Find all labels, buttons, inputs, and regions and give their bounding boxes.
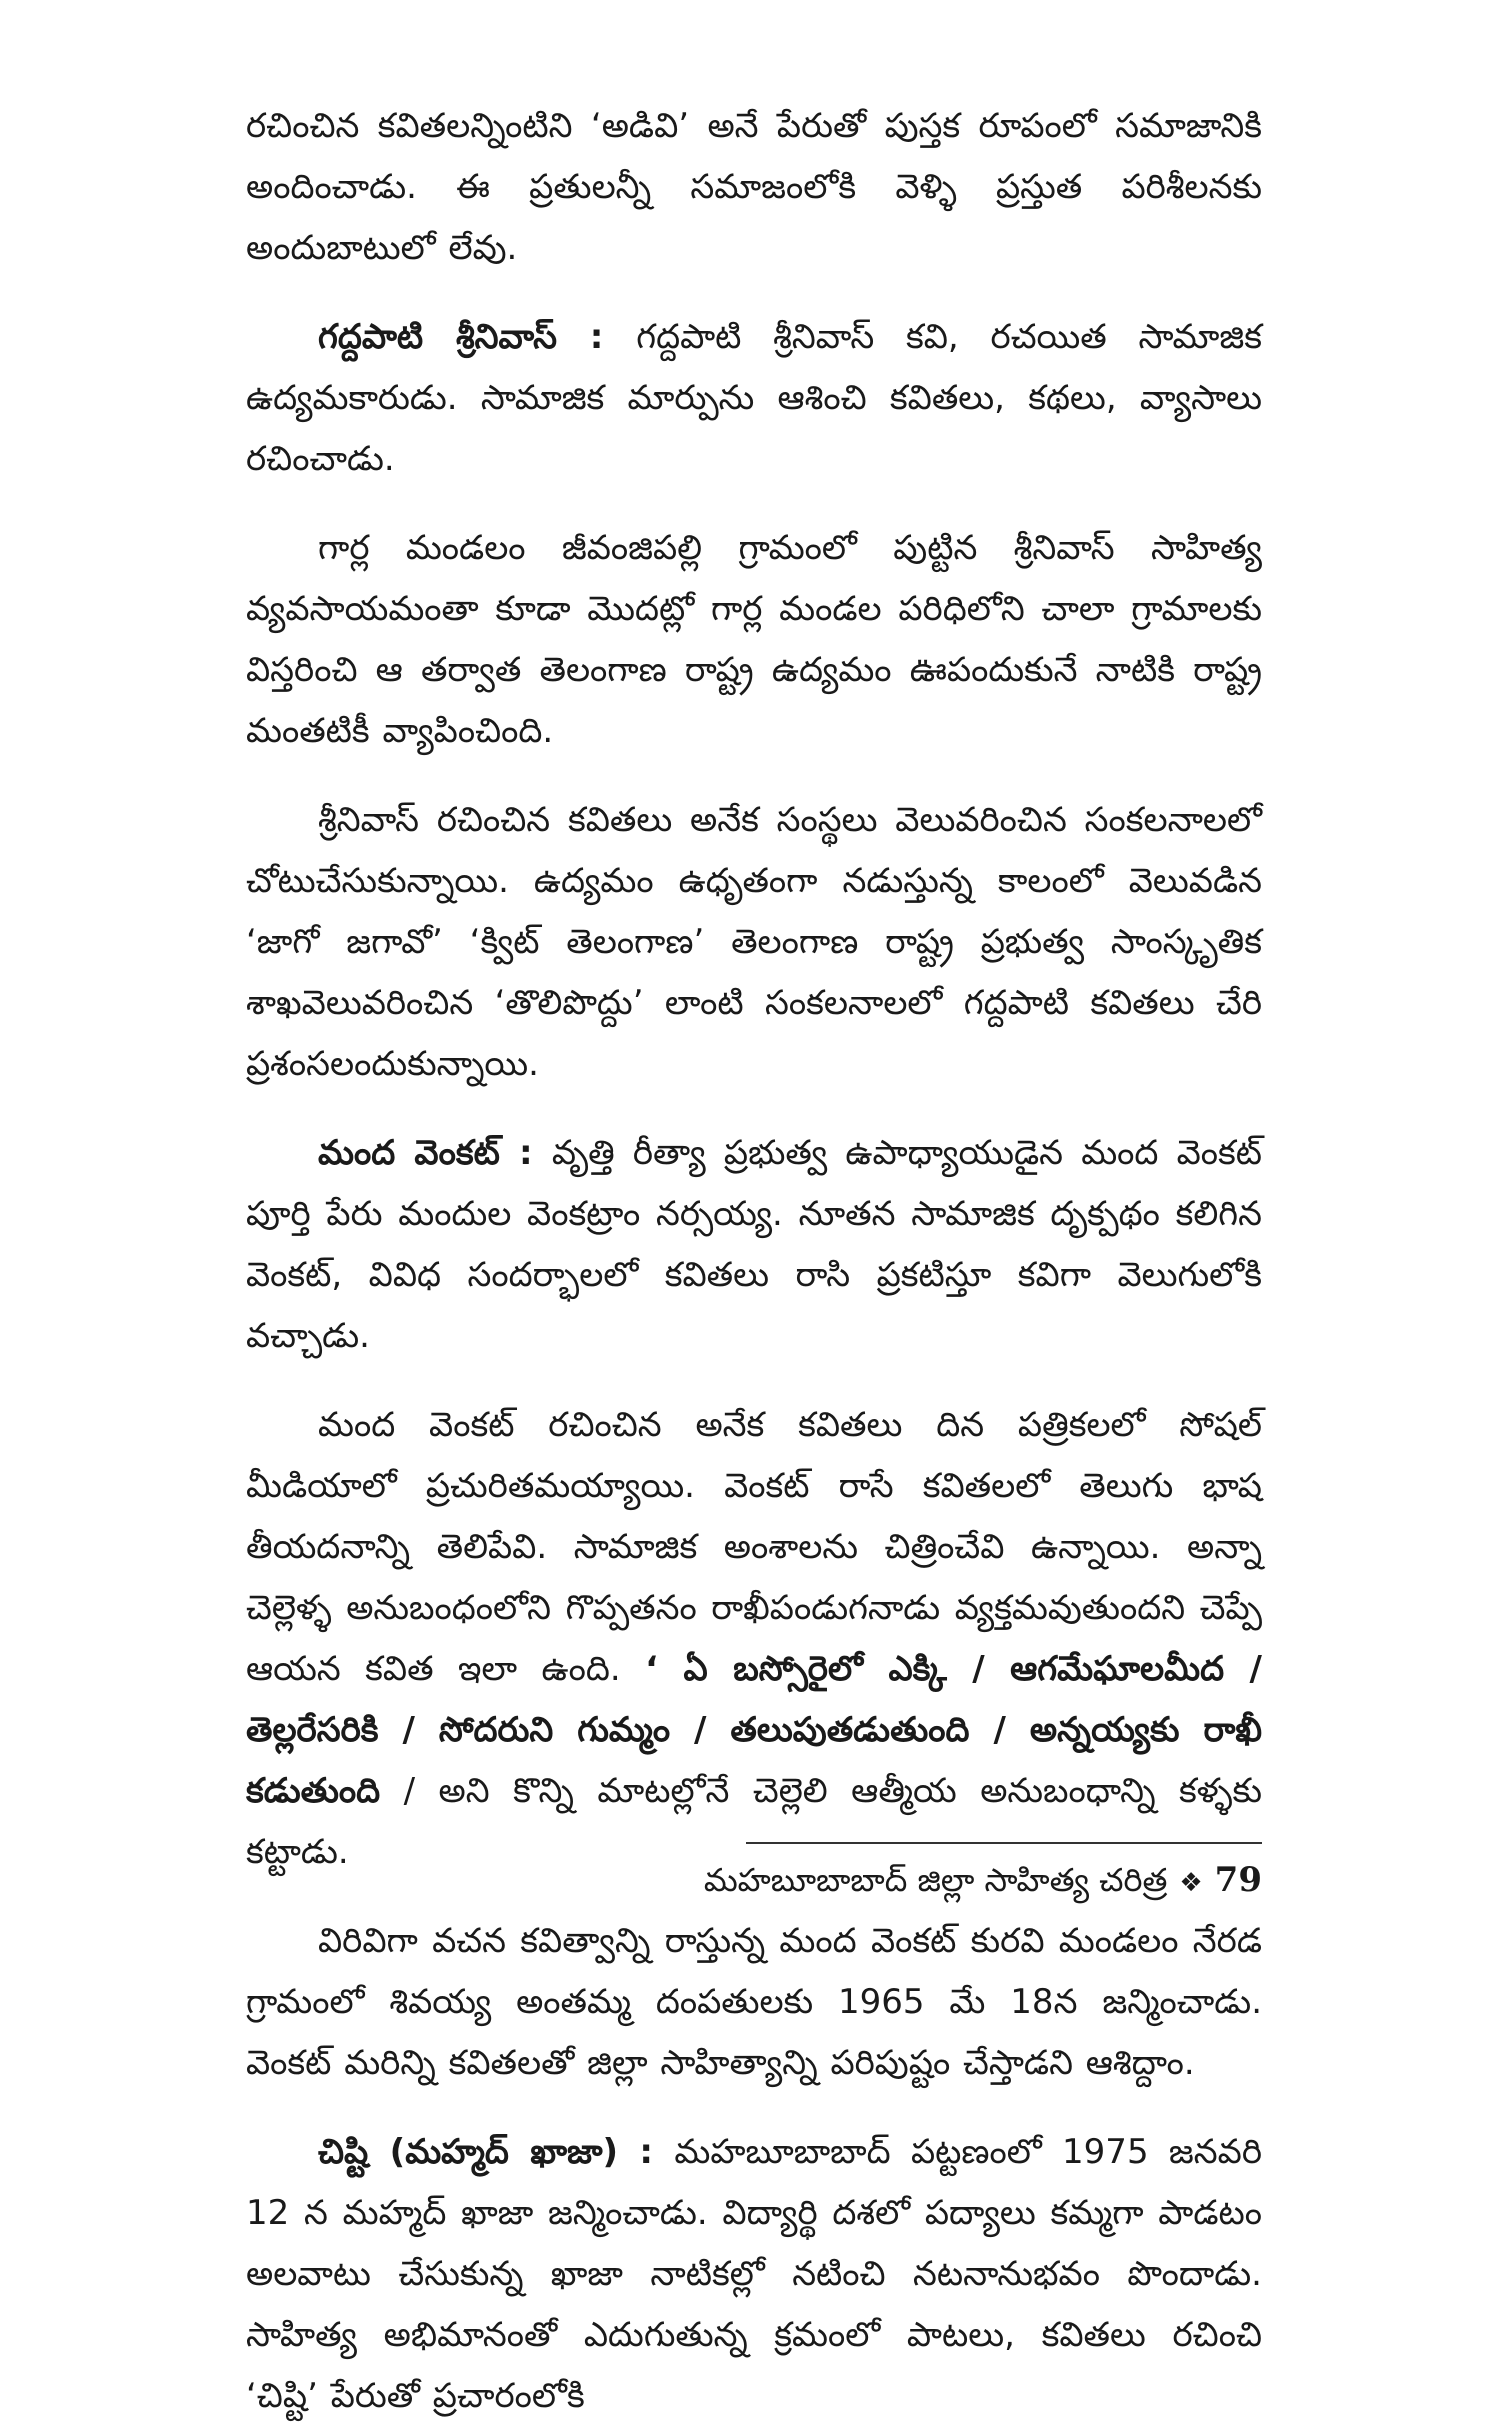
paragraph-7 xyxy=(246,1911,1262,2094)
paragraph-6 xyxy=(246,1395,1262,1883)
paragraph-1-text: రచించిన కవితలన్నింటిని ‘అడివి’ అనే పేరుతో పుస్తక రూపంలో సమాజానికి అందించాడు. ఈ ప్రతులన్నీ సమాజంలోకి వెళ్ళి ప్రస్తుత పరిశీలనకు అందుబాటులో లేవు. xyxy=(246,106,1262,268)
page-footer xyxy=(704,1850,1262,1913)
paragraph-8-text: మహబూబాబాద్ పట్టణంలో 1975 జనవరి 12 న మహ్మద్ ఖాజా జన్మించాడు. విద్యార్థి దశలో పద్యాలు కమ్మగా పాడటం అలవాటు చేసుకున్న ఖాజా నాటికల్లో నటించి నటనానుభవం పొందాడు. సాహిత్య అభిమానంతో ఎదుగుతున్న క్రమంలో పాటలు, కవితలు రచించి ‘చిష్టి’ పేరుతో ప్రచారంలోకి xyxy=(246,2132,1262,2416)
paragraph-6-text-before: మంద వెంకట్ రచించిన అనేక కవితలు దిన పత్రికలలో సోషల్ మీడియాలో ప్రచురితమయ్యాయి. వెంకట్ రాసే కవితలలో తెలుగు భాష తీయదనాన్ని తెలిపేవి. సామాజిక అంశాలను చిత్రించేవి ఉన్నాయి. అన్నా చెల్లెళ్ళ అనుబంధంలోని గొప్పతనం రాఖీపండుగనాడు వ్యక్తమవుతుందని చెప్పే ఆయన కవిత ఇలా ఉంది. xyxy=(246,1405,1262,1689)
paragraph-3-text: గార్ల మండలం జీవంజిపల్లి గ్రామంలో పుట్టిన శ్రీనివాస్ సాహిత్య వ్యవసాయమంతా కూడా మొదట్లో గార్ల మండల పరిధిలోని చాలా గ్రామాలకు విస్తరించి ఆ తర్వాత తెలంగాణ రాష్ట్ర ఉద్యమం ఊపందుకునే నాటికి రాష్ట్ర మంతటికీ వ్యాపించింది. xyxy=(246,528,1262,751)
paragraph-3 xyxy=(246,518,1262,762)
paragraph-8 xyxy=(246,2122,1262,2427)
section-heading-manda-venkat: మంద వెంకట్ : xyxy=(318,1133,552,1173)
paragraph-6-text-after: / అని కొన్ని మాటల్లోనే చెల్లెలి ఆత్మీయ అనుబంధాన్ని కళ్ళకు కట్టాడు. xyxy=(246,1771,1262,1872)
paragraph-2-text: గద్దపాటి శ్రీనివాస్ కవి, రచయిత సామాజిక ఉద్యమకారుడు. సామాజిక మార్పును ఆశించి కవితలు, కథలు, వ్యాసాలు రచించాడు. xyxy=(246,317,1262,479)
book-page xyxy=(246,96,1262,2416)
paragraph-5 xyxy=(246,1123,1262,1367)
section-heading-gaddapati-srinivas: గద్దపాటి శ్రీనివాస్ : xyxy=(318,317,637,357)
paragraph-1 xyxy=(246,96,1262,279)
footer-book-title: మహబూబాబాద్ జిల్లా సాహిత్య చరిత్ర xyxy=(703,1861,1168,1899)
paragraph-7-text: విరివిగా వచన కవిత్వాన్ని రాస్తున్న మంద వెంకట్ కురవి మండలం నేరడ గ్రామంలో శివయ్య అంతమ్మ దంపతులకు 1965 మే 18న జన్మించాడు. వెంకట్ మరిన్ని కవితలతో జిల్లా సాహిత్యాన్ని పరిపుష్టం చేస్తాడని ఆశిద్దాం. xyxy=(246,1921,1262,2083)
footer-divider xyxy=(746,1842,1262,1844)
section-heading-chishti: చిష్టి (మహ్మద్ ఖాజా) : xyxy=(318,2132,675,2172)
paragraph-2 xyxy=(246,307,1262,490)
ornament-diamond-icon: ❖ xyxy=(1179,1868,1203,1898)
paragraph-4 xyxy=(246,790,1262,1095)
poem-quote: ‘ ఏ బస్సోరైలో ఎక్కి / ఆగమేఘాలమీద /తెల్లరేసరికి / సోదరుని గుమ్మం / తలుపుతడుతుంది / అన్నయ్యకు రాఖీ కడుతుంది xyxy=(246,1649,1262,1811)
paragraph-5-text: వృత్తి రీత్యా ప్రభుత్వ ఉపాధ్యాయుడైన మంద వెంకట్ పూర్తి పేరు మందుల వెంకట్రాం నర్సయ్య. నూతన సామాజిక దృక్పథం కలిగిన వెంకట్, వివిధ సందర్భాలలో కవితలు రాసి ప్రకటిస్తూ కవిగా వెలుగులోకి వచ్చాడు. xyxy=(246,1133,1262,1356)
paragraph-4-text: శ్రీనివాస్ రచించిన కవితలు అనేక సంస్థలు వెలువరించిన సంకలనాలలో చోటుచేసుకున్నాయి. ఉద్యమం ఉధృతంగా నడుస్తున్న కాలంలో వెలువడిన ‘జాగో జగావో’ ‘క్విట్ తెలంగాణ’ తెలంగాణ రాష్ట్ర ప్రభుత్వ సాంస్కృతిక శాఖవెలువరించిన ‘తొలిపొద్దు’ లాంటి సంకలనాలలో గద్దపాటి కవితలు చేరి ప్రశంసలందుకున్నాయి. xyxy=(246,800,1262,1084)
page-number: 79 xyxy=(1214,1860,1262,1900)
